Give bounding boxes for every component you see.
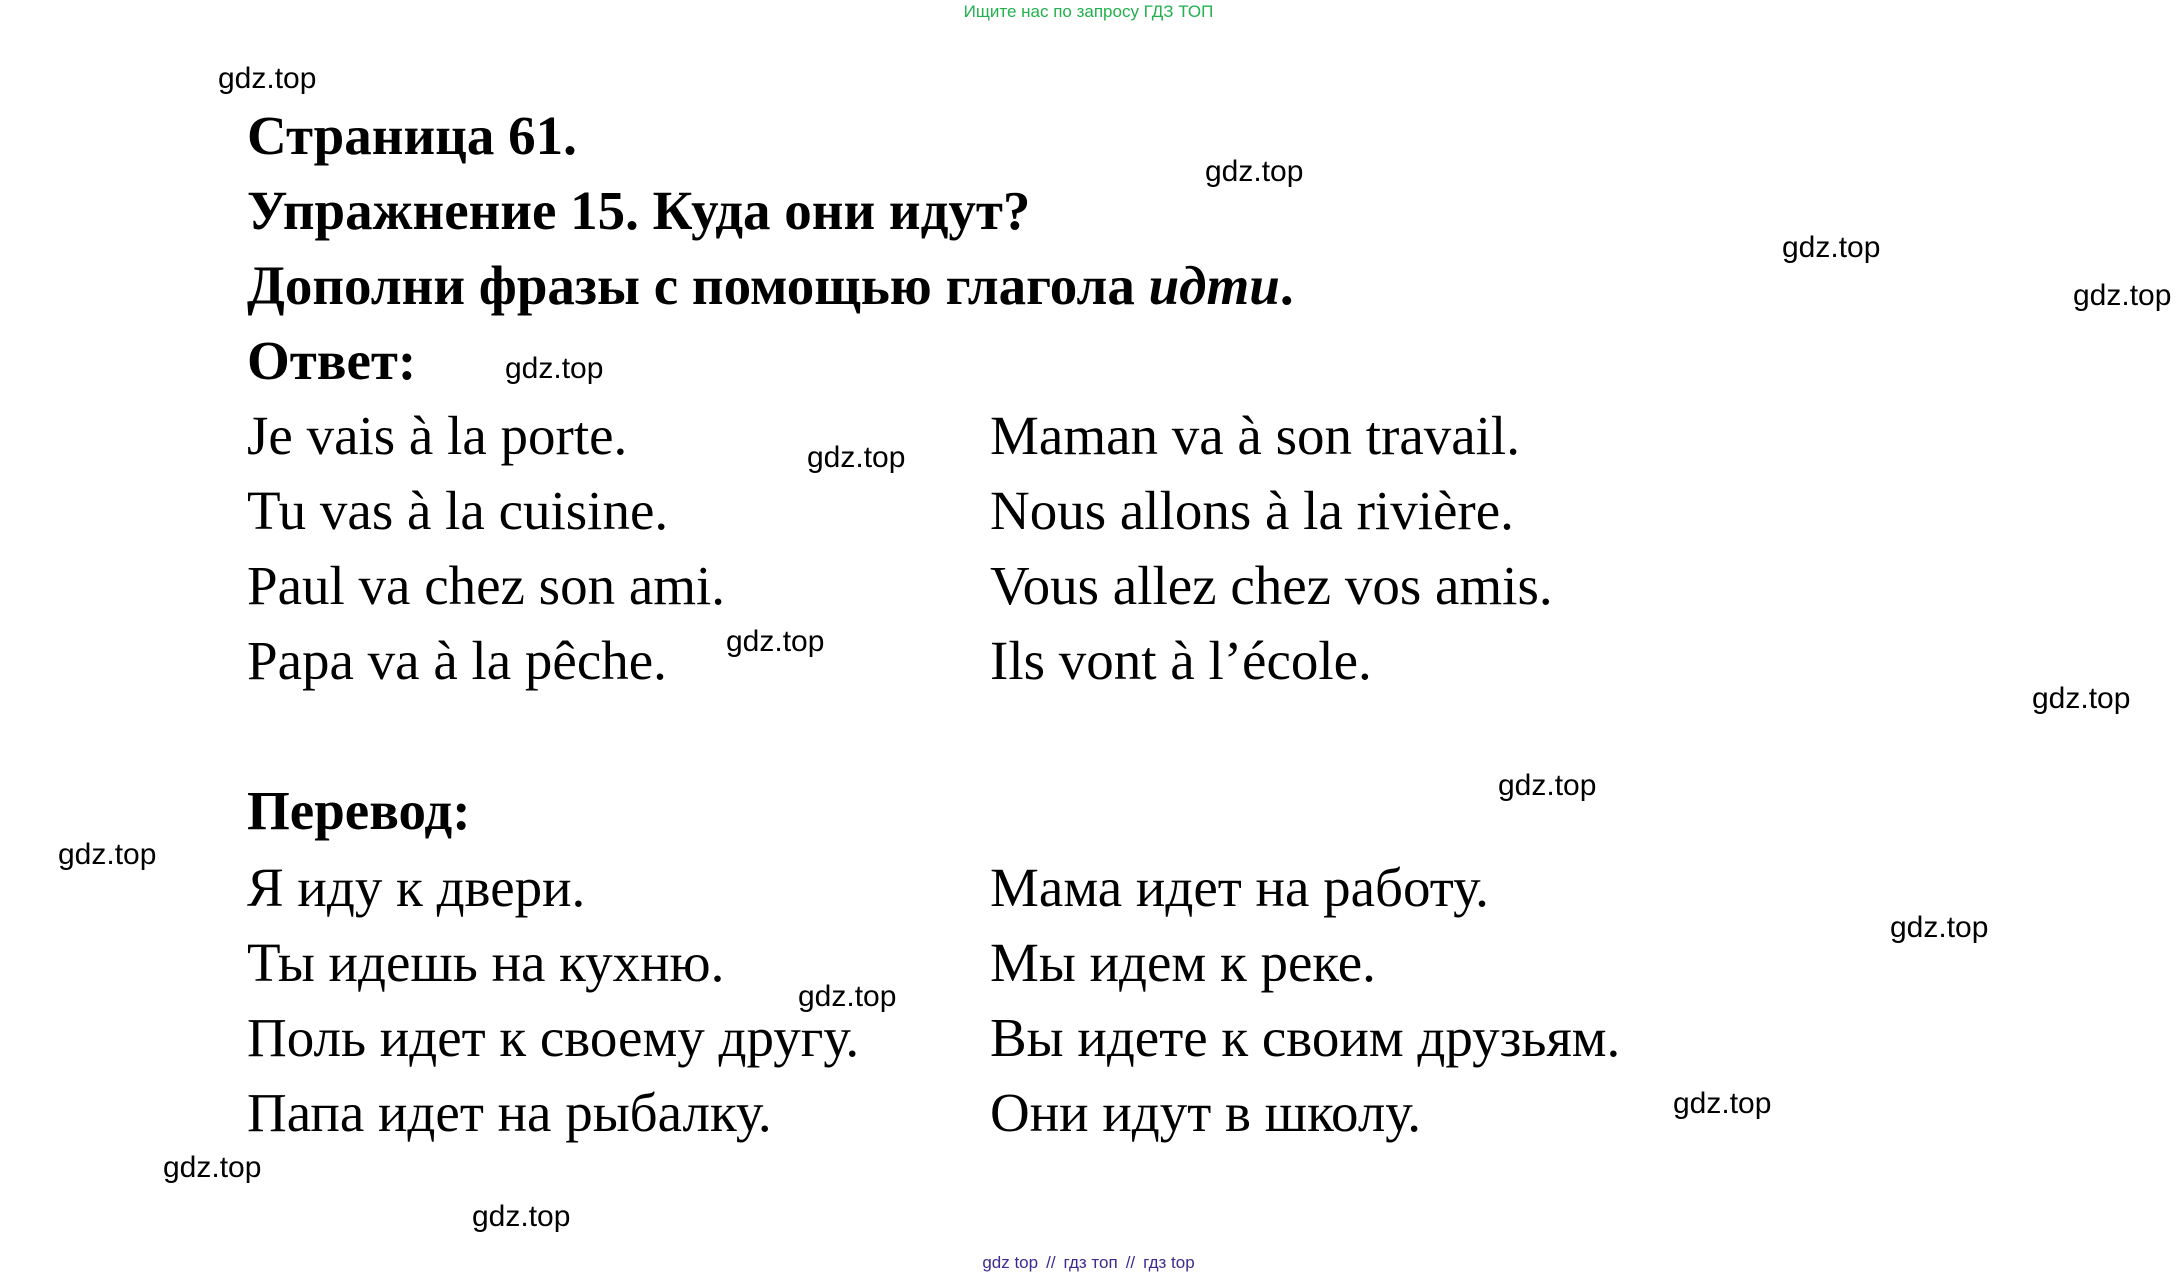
footer-link[interactable]: gdz top: [982, 1253, 1039, 1272]
translation-line: Мама идет на работу.: [990, 857, 1489, 918]
footer-link[interactable]: гдз топ: [1063, 1253, 1118, 1272]
answer-line: Nous allons à la rivière.: [990, 480, 1514, 541]
watermark: gdz.top: [1205, 155, 1304, 188]
footer-separator: //: [1046, 1253, 1056, 1272]
footer-separator: //: [1125, 1253, 1136, 1272]
watermark: gdz.top: [2032, 682, 2131, 715]
watermark: gdz.top: [1890, 911, 1989, 944]
answer-line: Papa va à la pêche.: [247, 630, 667, 691]
task-prefix: Дополни фразы с помощью глагола: [247, 255, 1149, 316]
answer-line: Je vais à la porte.: [247, 405, 628, 466]
translation-line: Папа идет на рыбалку.: [247, 1082, 772, 1143]
footer-links: [0, 1253, 2177, 1273]
answer-line: Maman va à son travail.: [990, 405, 1520, 466]
translation-line: Поль идет к своему другу.: [247, 1007, 860, 1068]
watermark: gdz.top: [798, 980, 897, 1013]
top-banner: Ищите нас по запросу ГДЗ ТОП: [963, 2, 1214, 21]
watermark: gdz.top: [2073, 279, 2172, 312]
watermark: gdz.top: [163, 1151, 262, 1184]
watermark: gdz.top: [218, 62, 317, 95]
watermark: gdz.top: [726, 625, 825, 658]
translation-line: Они идут в школу.: [990, 1082, 1422, 1143]
answer-label: Ответ:: [247, 330, 417, 391]
watermark: gdz.top: [58, 838, 157, 871]
watermark: gdz.top: [505, 352, 604, 385]
footer-link[interactable]: гдз top: [1143, 1253, 1195, 1272]
translation-line: Я иду к двери.: [247, 857, 586, 918]
task-heading: [247, 255, 1294, 316]
page-number-heading: Страница 61.: [247, 105, 577, 166]
answer-line: Tu vas à la cuisine.: [247, 480, 669, 541]
translation-line: Вы идете к своим друзьям.: [990, 1007, 1621, 1068]
task-suffix: .: [1279, 255, 1294, 316]
watermark: gdz.top: [1673, 1087, 1772, 1120]
watermark: gdz.top: [1498, 769, 1597, 802]
answer-line: Ils vont à l’école.: [990, 630, 1372, 691]
translation-line: Ты идешь на кухню.: [247, 932, 725, 993]
watermark: gdz.top: [1782, 231, 1881, 264]
exercise-heading: Упражнение 15. Куда они идут?: [247, 180, 1031, 241]
answer-line: Paul va chez son ami.: [247, 555, 726, 616]
translation-line: Мы идем к реке.: [990, 932, 1376, 993]
translation-label: Перевод:: [247, 780, 471, 841]
task-italic-verb: идти: [1148, 255, 1280, 316]
watermark: gdz.top: [807, 441, 906, 474]
answer-line: Vous allez chez vos amis.: [990, 555, 1553, 616]
watermark: gdz.top: [472, 1200, 571, 1233]
